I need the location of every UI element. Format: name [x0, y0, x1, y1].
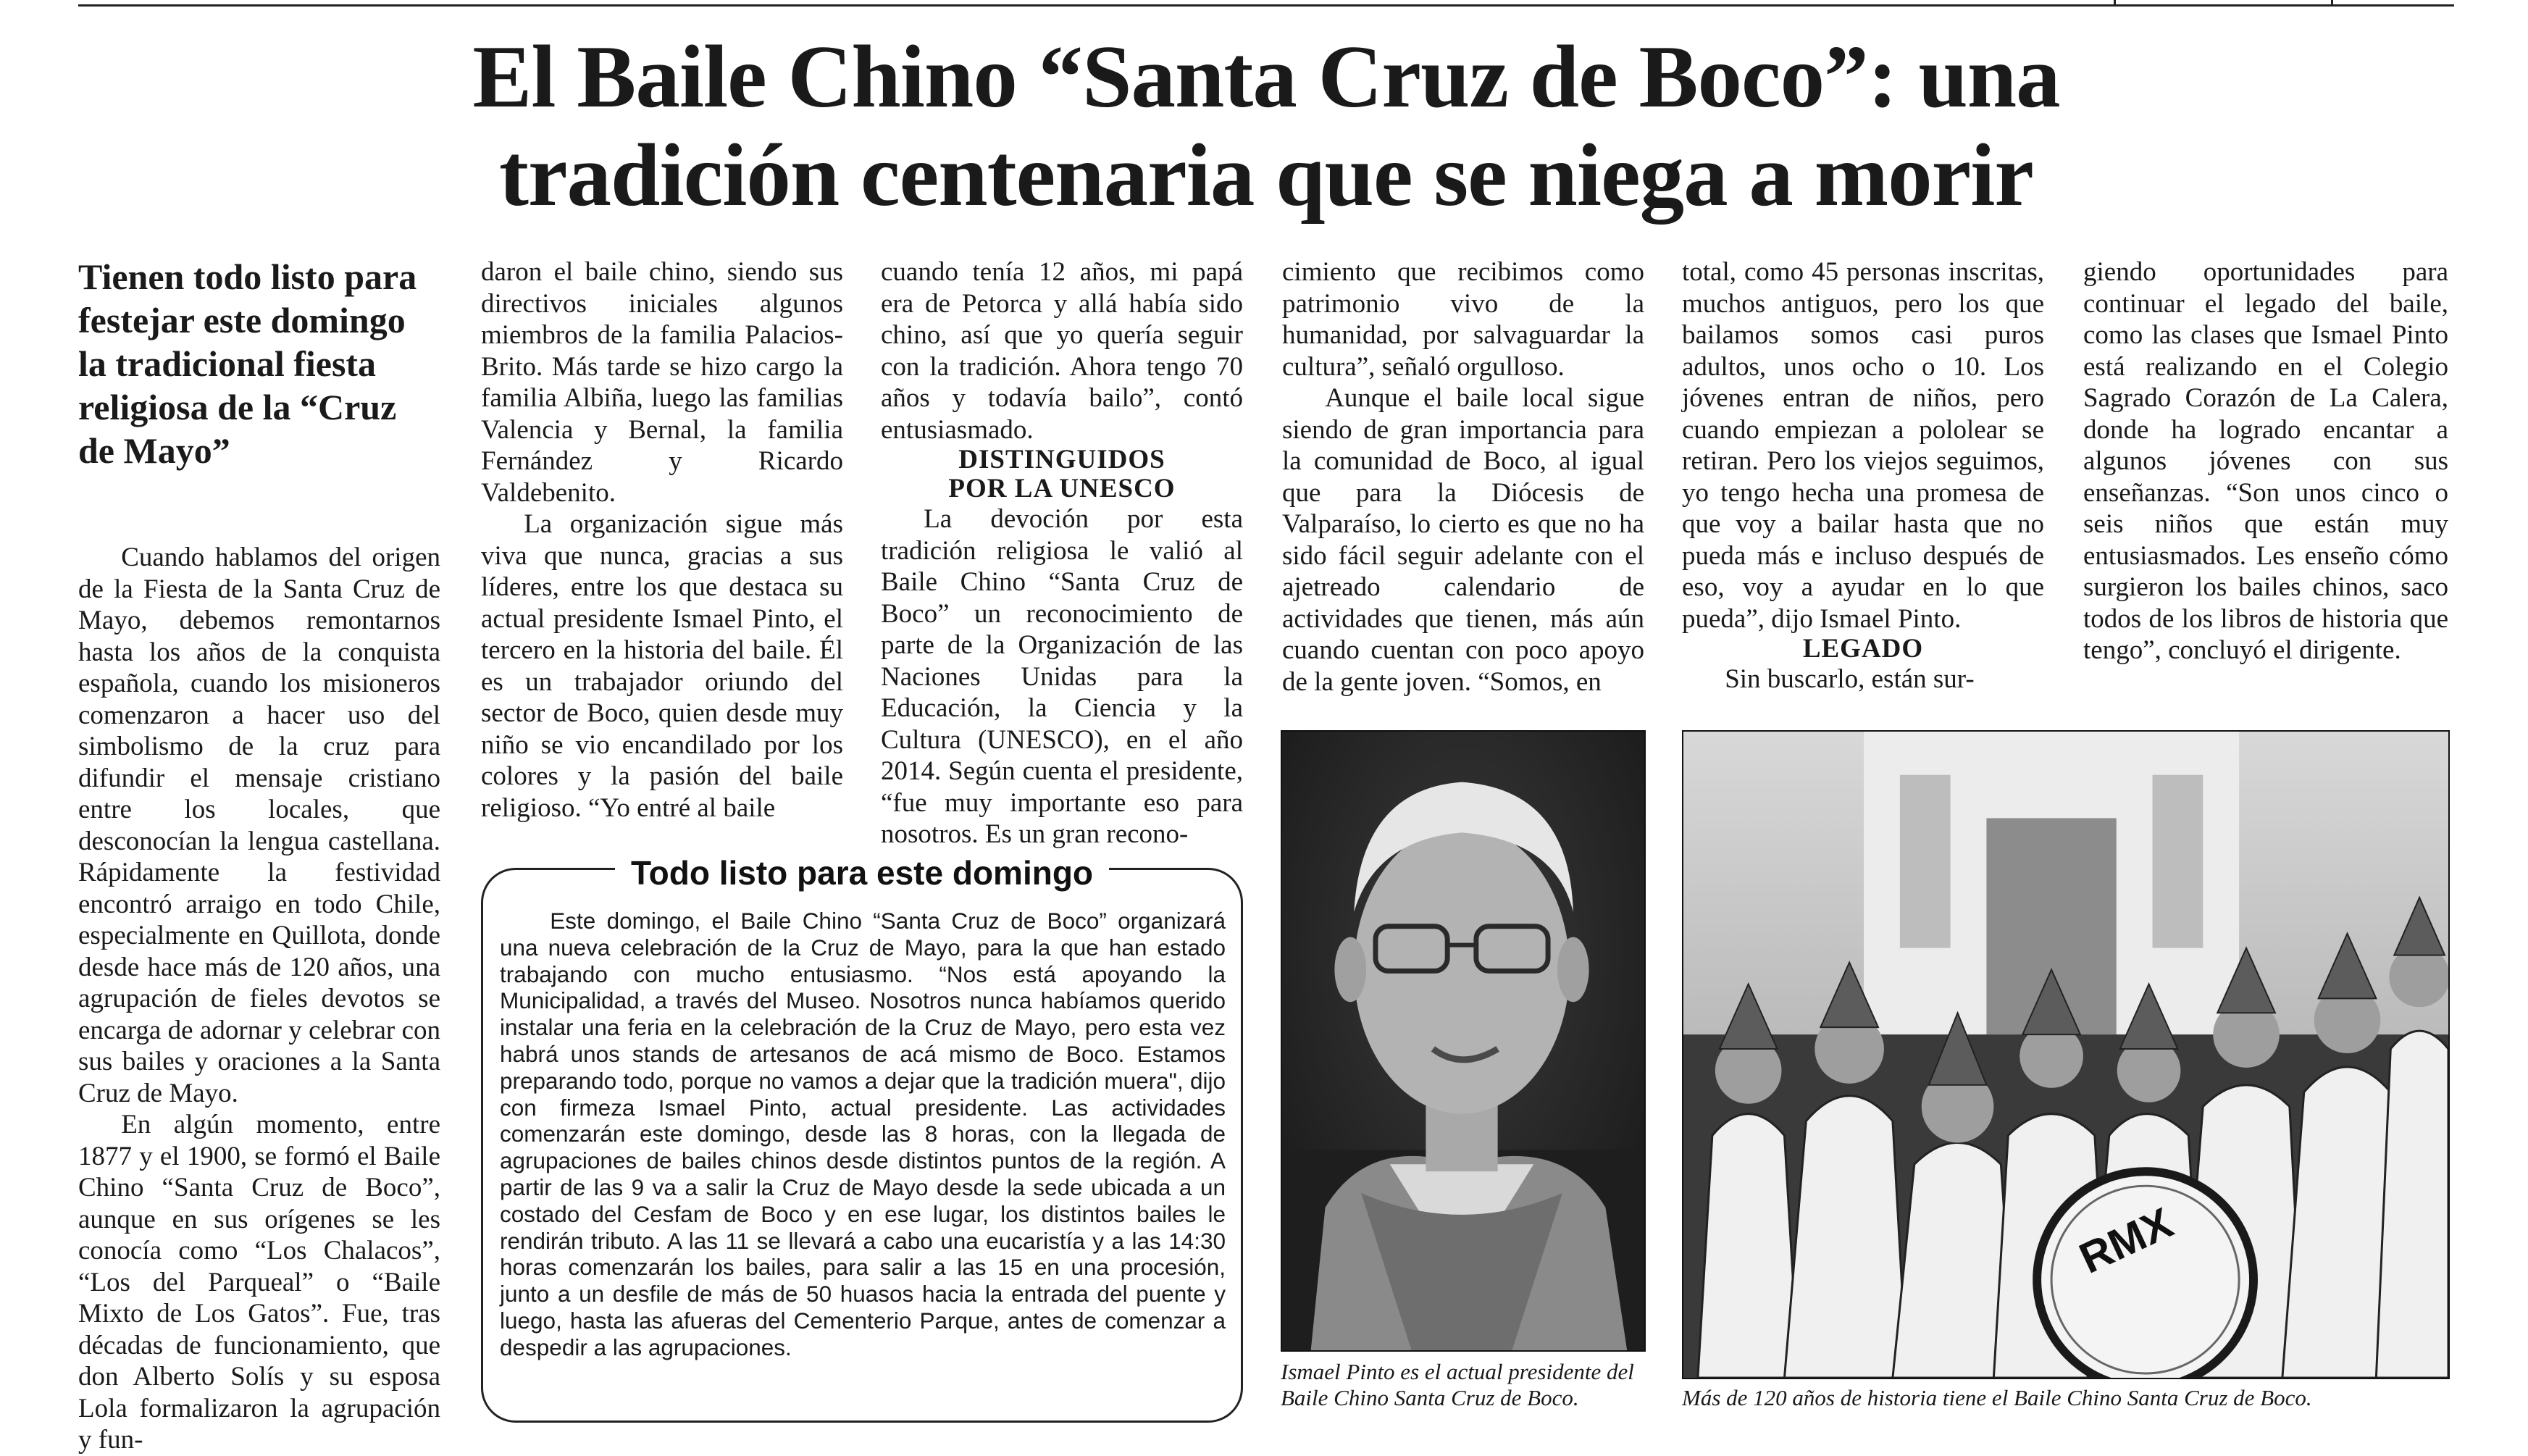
headline-line-2: tradición centenaria que se niega a morir	[499, 125, 2033, 225]
article-column-4	[1282, 256, 1644, 698]
top-rule	[78, 4, 2454, 7]
section-subhead: POR LA UNESCO	[948, 474, 1176, 503]
article-column-3	[881, 256, 1243, 850]
paragraph: Sin buscarlo, están sur-	[1725, 664, 1975, 694]
article-column-5	[1682, 256, 2044, 695]
section-subhead: LEGADO	[1802, 634, 1924, 664]
group-caption: Más de 120 años de historia tiene el Baile Chino Santa Cruz de Boco.	[1682, 1385, 2312, 1410]
sidebar-box-body	[500, 908, 1226, 1361]
paragraph: En algún momento, entre 1877 y el 1900, se formó el Baile Chino “Santa Cruz de Boco”, aunque en sus orígenes se les conocía como “Los Chalacos”, “Los del Parqueal” o “Baile Mixto de Los Gatos”. Fue, tras décadas de funcionamiento, que don Alberto Solís y su esposa Lola formalizaron la agrupación y fun-	[78, 1110, 440, 1455]
paragraph: La devoción por esta tradición religiosa le valió al Baile Chino “Santa Cruz de Boco” un reconocimiento de parte de la Organización de las Naciones Unidas para la Educación, la Ciencia y la Cultura (UNESCO), en el año 2014. Según cuenta el presidente, “fue muy importante eso para nosotros. Es un gran recono-	[881, 504, 1243, 849]
article-column-1	[78, 542, 440, 1456]
sidebar-title-text: Todo listo para este domingo	[615, 854, 1109, 892]
paragraph: Aunque el baile local sigue siendo de gran importancia para la comunidad de Boco, al igual que para la Diócesis de Valparaíso, lo cierto es que no ha sido fácil seguir adelante con el ajetreado calendario de actividades que tienen, más aún cuando cuentan con poco apoyo de la gente joven. “Somos, en	[1282, 383, 1644, 697]
article-headline	[78, 28, 2454, 225]
rule-tick	[2331, 0, 2333, 6]
paragraph: daron el baile chino, siendo sus directivos iniciales algunos miembros de la familia Palacios-Brito. Más tarde se hizo cargo la familia Albiña, luego las familias Valencia y Bernal, la familia Fernández y Ricardo Valdebenito.	[481, 257, 843, 508]
group-illustration	[1683, 732, 2448, 1378]
article-column-6	[2083, 256, 2448, 666]
paragraph: Este domingo, el Baile Chino “Santa Cruz de Boco” organizará una nueva celebración de la Cruz de Mayo, para la que han estado trabajando con mucho entusiasmo. “Nos está apoyando la Municipalidad, a través del Museo. Nosotros nunca habíamos querido instalar una feria en la celebración de la Cruz de Mayo, pero esta vez habrá unos stands de artesanos de acá mismo de Boco. Estamos preparando todo, porque no vamos a dejar que la tradición muera", dijo con firmeza Ismael Pinto, actual presidente. Las actividades comenzarán este domingo, desde las 8 horas, con la llegada de agrupaciones de bailes chinos desde distintos puntos de la región. A partir de las 9 va a salir la Cruz de Mayo desde la sede ubicada a un costado del Cesfam de Boco y en ese lugar, los distintos bailes le rendirán tributo. A las 11 se llevará a cabo una eucaristía y a las 14:30 horas comenzarán los bailes, para salir a las 15 en una procesión, junto a un desfile de más de 50 huasos hacia la entrada del puente y luego, hasta las afueras del Cementerio Parque, antes de comenzar a despedir a las agrupaciones.	[500, 908, 1226, 1360]
paragraph: Cuando hablamos del origen de la Fiesta de la Santa Cruz de Mayo, debemos remontarnos hasta los años de la conquista española, cuando los misioneros comenzaron a hacer uso del simbolismo de la cruz para difundir el mensaje cristiano entre los locales, que desconocían la lengua castellana. Rápidamente la festividad encontró arraigo en todo Chile, especialmente en Quillota, donde desde hace más de 120 años, una agrupación de fieles devotos se encarga de adornar y celebrar con sus bailes y oraciones a la Santa Cruz de Mayo.	[78, 543, 440, 1108]
drum-logo-text: RMX	[2072, 1197, 2180, 1283]
article-deck: Tienen todo listo para festejar este domingo la tradicional fiesta religiosa de la “Cruz de Mayo”	[78, 256, 417, 471]
portrait-photo	[1281, 730, 1646, 1352]
group-photo	[1682, 730, 2450, 1379]
paragraph: La organización sigue más viva que nunca, gracias a sus líderes, entre los que destaca su actual presidente Ismael Pinto, el tercero en la historia del baile. Él es un trabajador oriundo del sector de Boco, quien desde muy niño se vio encandilado por los colores y la pasión del baile religioso. “Yo entré al baile	[481, 509, 843, 823]
portrait-illustration	[1282, 732, 1644, 1350]
rule-tick	[2114, 0, 2116, 6]
paragraph: cimiento que recibimos como patrimonio vivo de la humanidad, por salvaguardar la cultura”, señaló orgulloso.	[1282, 257, 1644, 382]
paragraph: giendo oportunidades para continuar el legado del baile, como las clases que Ismael Pinto está realizando en el Colegio Sagrado Corazón de La Calera, donde ha logrado encantar a algunos jóvenes con sus enseñanzas. “Son unos cinco o seis niños que están muy entusiasmados. Les enseño cómo surgieron los bailes chinos, saco todos de los libros de historia que tengo”, concluyó el dirigente.	[2083, 257, 2448, 665]
paragraph: total, como 45 personas inscritas, muchos antiguos, pero los que bailamos somos casi puros adultos, unos ocho o 10. Los jóvenes entran de niños, pero cuando empiezan a pololear se retiran. Pero los viejos seguimos, yo tengo hecha una promesa de que voy a bailar hasta que no pueda más e incluso después de eso, voy a ayudar en lo que pueda”, dijo Ismael Pinto.	[1682, 257, 2044, 634]
paragraph: cuando tenía 12 años, mi papá era de Petorca y allá había sido chino, así que yo quería seguir con la tradición. Ahora tengo 70 años y todavía bailo”, contó entusiasmado.	[881, 257, 1243, 445]
article-column-2	[481, 256, 843, 824]
portrait-caption: Ismael Pinto es el actual presidente del Baile Chino Santa Cruz de Boco.	[1281, 1359, 1634, 1410]
sidebar-box-title	[481, 853, 1243, 892]
headline-line-1: El Baile Chino “Santa Cruz de Boco”: una	[472, 27, 2060, 126]
section-subhead: DISTINGUIDOS	[958, 445, 1165, 474]
